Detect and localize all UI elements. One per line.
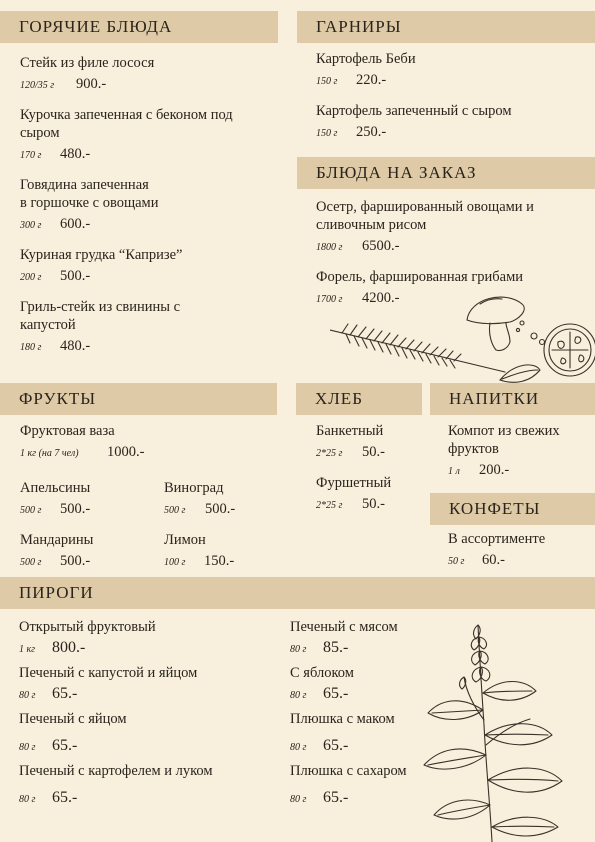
bread-weight-price	[316, 496, 385, 513]
pie-price: 800.-	[52, 639, 86, 656]
section-title-order: БЛЮДА НА ЗАКАЗ	[316, 163, 477, 182]
section-header-hot	[0, 11, 278, 43]
pie-weight: 80 г	[19, 690, 36, 701]
pie-name: Печеный с картофелем и луком	[19, 763, 213, 779]
pie-price: 65.-	[323, 685, 349, 702]
dish-price: 600.-	[60, 216, 91, 232]
fruit-weight-price	[164, 553, 234, 570]
dish-weight-price	[316, 72, 386, 89]
dish-weight-price	[20, 146, 90, 163]
bread-price: 50.-	[362, 444, 385, 460]
fruit-name: Мандарины	[20, 532, 94, 548]
section-header-pies	[0, 577, 595, 609]
dish-name: Форель, фаршированная грибами	[316, 269, 524, 285]
section-title-candy: КОНФЕТЫ	[449, 499, 541, 518]
pie-price: 65.-	[52, 789, 78, 806]
dish-name-line2: капустой	[20, 317, 76, 333]
drink-name-line2: фруктов	[448, 441, 499, 457]
leafy-plant-illustration	[420, 615, 595, 842]
dish-name: Стейк из филе лосося	[20, 55, 155, 71]
pie-weight-price	[290, 639, 348, 657]
dish-name: Гриль-стейк из свинины с	[20, 299, 181, 315]
pie-weight-price	[290, 685, 348, 703]
fruit-weight: 500 г	[164, 505, 186, 516]
section-header-bread	[296, 383, 422, 415]
dish-name-line2: сыром	[20, 125, 60, 141]
dish-name: Курочка запеченная с беконом под	[20, 107, 233, 123]
pie-price: 85.-	[323, 639, 349, 656]
section-title-garnish: ГАРНИРЫ	[316, 17, 402, 36]
fruit-name: Апельсины	[20, 480, 91, 496]
pie-price: 65.-	[323, 789, 349, 806]
pie-name: Плюшка с сахаром	[290, 763, 407, 779]
candy-weight-price	[448, 552, 505, 569]
dish-weight: 120/35 г	[20, 80, 55, 91]
dish-price: 220.-	[356, 72, 387, 88]
dish-price: 4200.-	[362, 290, 400, 306]
fruit-weight-price	[20, 501, 90, 518]
fruit-price: 150.-	[204, 553, 235, 569]
dish-name: Говядина запеченная	[20, 177, 149, 193]
bread-name: Банкетный	[316, 423, 384, 439]
section-header-candy	[430, 493, 595, 525]
fruit-name: Лимон	[164, 532, 206, 548]
dish-name: Картофель Беби	[316, 51, 416, 67]
pie-price: 65.-	[323, 737, 349, 754]
section-header-fruits	[0, 383, 277, 415]
pie-name: Открытый фруктовый	[19, 619, 156, 635]
fruit-weight-price	[164, 501, 235, 518]
dish-weight: 1800 г	[316, 242, 343, 253]
dish-name: Картофель запеченный с сыром	[316, 103, 512, 119]
section-header-order	[297, 157, 595, 189]
pie-name: Плюшка с маком	[290, 711, 395, 727]
pie-weight: 80 г	[290, 794, 307, 805]
dish-price: 480.-	[60, 338, 91, 354]
dish-weight: 170 г	[20, 150, 42, 161]
dish-price: 900.-	[76, 76, 107, 92]
dish-name: Куриная грудка “Капризе”	[20, 247, 183, 263]
section-title-drinks: НАПИТКИ	[449, 389, 540, 408]
bread-weight: 2*25 г	[316, 500, 343, 511]
dish-weight: 300 г	[20, 220, 42, 231]
dish-price: 500.-	[60, 268, 91, 284]
dish-price: 480.-	[60, 146, 91, 162]
pie-weight-price	[19, 685, 77, 703]
dish-weight-price	[316, 124, 386, 141]
dish-name-line2: в горшочке с овощами	[20, 195, 159, 211]
pie-weight: 80 г	[19, 742, 36, 753]
fruit-name: Фруктовая ваза	[20, 423, 115, 439]
dish-weight-price	[20, 338, 90, 355]
drink-name: Компот из свежих	[448, 423, 560, 439]
dish-name-line2: сливочным рисом	[316, 217, 427, 233]
pie-weight-price	[290, 737, 348, 755]
bread-weight-price	[316, 444, 385, 461]
fruit-price: 500.-	[205, 501, 236, 517]
pie-name: Печеный с капустой и яйцом	[19, 665, 198, 681]
candy-name: В ассортименте	[448, 531, 546, 547]
dish-weight-price	[316, 238, 399, 255]
bread-name: Фуршетный	[316, 475, 392, 491]
section-title-bread: ХЛЕБ	[315, 389, 363, 408]
fruit-price: 1000.-	[107, 444, 145, 460]
dish-weight-price	[20, 268, 90, 285]
dish-weight-price	[20, 76, 106, 93]
pie-weight: 80 г	[19, 794, 36, 805]
fruit-weight: 500 г	[20, 557, 42, 568]
section-title-hot: ГОРЯЧИЕ БЛЮДА	[19, 17, 173, 36]
dish-price: 250.-	[356, 124, 387, 140]
dish-weight: 200 г	[20, 272, 42, 283]
candy-price: 60.-	[482, 552, 505, 568]
pie-weight-price	[290, 789, 348, 807]
dish-weight: 1700 г	[316, 294, 343, 305]
drink-price: 200.-	[479, 462, 510, 478]
pie-name: Печеный с яйцом	[19, 711, 127, 727]
pie-name: Печеный с мясом	[290, 619, 398, 635]
pie-weight-price	[19, 737, 77, 755]
pie-weight: 80 г	[290, 644, 307, 655]
pie-weight: 80 г	[290, 742, 307, 753]
pie-weight-price	[19, 639, 85, 657]
pie-price: 65.-	[52, 737, 78, 754]
fruit-weight: 1 кг (на 7 чел)	[20, 448, 79, 459]
herb-mushroom-tomato-illustration	[330, 290, 595, 390]
fruit-weight-price	[20, 553, 90, 570]
fruit-weight: 500 г	[20, 505, 42, 516]
section-header-garnish	[297, 11, 595, 43]
dish-weight: 150 г	[316, 76, 338, 87]
dish-weight-price	[20, 216, 90, 233]
fruit-name: Виноград	[164, 480, 224, 496]
pie-name: С яблоком	[290, 665, 354, 681]
bread-price: 50.-	[362, 496, 385, 512]
fruit-weight: 100 г	[164, 557, 186, 568]
dish-weight: 150 г	[316, 128, 338, 139]
dish-price: 6500.-	[362, 238, 400, 254]
dish-name: Осетр, фаршированный овощами и	[316, 199, 534, 215]
dish-weight: 180 г	[20, 342, 42, 353]
fruit-weight-price	[20, 444, 144, 461]
candy-weight: 50 г	[448, 556, 465, 567]
drink-weight-price	[448, 462, 509, 479]
drink-weight: 1 л	[448, 466, 460, 477]
fruit-price: 500.-	[60, 553, 91, 569]
pie-weight-price	[19, 789, 77, 807]
pie-price: 65.-	[52, 685, 78, 702]
bread-weight: 2*25 г	[316, 448, 343, 459]
fruit-price: 500.-	[60, 501, 91, 517]
section-title-fruits: ФРУКТЫ	[19, 389, 97, 408]
pie-weight: 80 г	[290, 690, 307, 701]
section-header-drinks	[430, 383, 595, 415]
section-title-pies: ПИРОГИ	[19, 583, 94, 602]
pie-weight: 1 кг	[19, 644, 36, 655]
